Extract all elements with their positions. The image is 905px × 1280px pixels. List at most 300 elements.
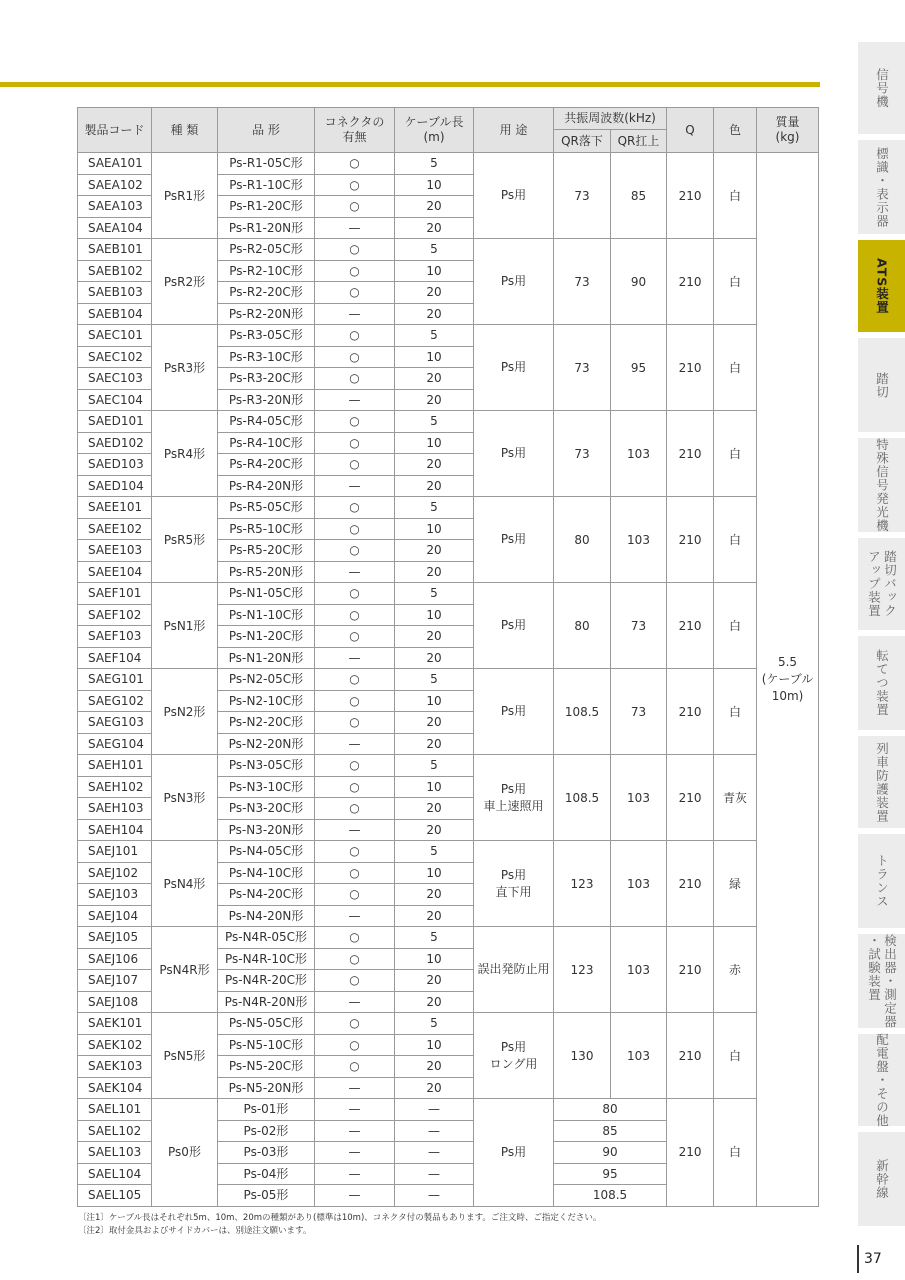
cable-length: 20 (395, 712, 474, 734)
product-model: Ps-R2-10C形 (218, 260, 315, 282)
usage-line: 誤出発防止用 (477, 962, 550, 976)
product-type: PsR4形 (152, 411, 218, 497)
connector-mark: ○ (315, 776, 395, 798)
product-model: Ps-N1-10C形 (218, 604, 315, 626)
product-type: Ps0形 (152, 1099, 218, 1207)
connector-mark: ○ (315, 282, 395, 304)
product-code: SAEJ107 (78, 970, 152, 992)
color-value: 白 (714, 1099, 757, 1207)
connector-mark: — (315, 561, 395, 583)
product-code: SAEJ108 (78, 991, 152, 1013)
mass-value (757, 153, 819, 1207)
connector-mark: — (315, 647, 395, 669)
product-type: PsN3形 (152, 755, 218, 841)
connector-mark: ○ (315, 970, 395, 992)
connector-mark: — (315, 303, 395, 325)
connector-mark: ○ (315, 368, 395, 390)
resonant-frequency: 85 (554, 1120, 667, 1142)
category-tab[interactable] (858, 834, 905, 928)
color-value: 赤 (714, 927, 757, 1013)
table-row (78, 841, 819, 863)
usage (474, 841, 554, 927)
usage-line: Ps用 (500, 704, 527, 718)
usage (474, 755, 554, 841)
product-model: Ps-03形 (218, 1142, 315, 1164)
category-tab[interactable] (858, 42, 905, 134)
color-value: 白 (714, 325, 757, 411)
product-model: Ps-N5-10C形 (218, 1034, 315, 1056)
header-connector: コネクタの 有無 (315, 108, 395, 153)
usage-line: Ps用 (500, 274, 527, 288)
product-model: Ps-R1-10C形 (218, 174, 315, 196)
cable-length: 10 (395, 346, 474, 368)
cable-length: 5 (395, 669, 474, 691)
usage-line: 直下用 (495, 884, 532, 899)
freq-up: 103 (611, 755, 667, 841)
product-model: Ps-R2-05C形 (218, 239, 315, 261)
usage-line: 車上速照用 (483, 798, 544, 813)
product-model: Ps-N4-10C形 (218, 862, 315, 884)
footnotes (78, 1212, 601, 1238)
connector-mark: ○ (315, 604, 395, 626)
color-value: 白 (714, 497, 757, 583)
resonant-frequency: 90 (554, 1142, 667, 1164)
header-code: 製品コード (78, 108, 152, 153)
connector-mark: — (315, 819, 395, 841)
product-code: SAEC103 (78, 368, 152, 390)
product-model: Ps-N3-20N形 (218, 819, 315, 841)
cable-length: 20 (395, 475, 474, 497)
product-code: SAED104 (78, 475, 152, 497)
connector-mark: — (315, 1163, 395, 1185)
product-code: SAEJ102 (78, 862, 152, 884)
connector-mark: ○ (315, 174, 395, 196)
cable-length: 5 (395, 927, 474, 949)
category-tab-label: ATS装置 (874, 257, 890, 315)
table-row (78, 153, 819, 175)
category-tab-label: 列車防護装置 (874, 741, 890, 823)
product-type: PsR2形 (152, 239, 218, 325)
freq-drop: 80 (554, 583, 611, 669)
category-tab[interactable] (858, 240, 905, 332)
cable-length: 5 (395, 497, 474, 519)
usage: Ps用 (474, 1099, 554, 1207)
connector-mark: ○ (315, 884, 395, 906)
product-model: Ps-N5-20N形 (218, 1077, 315, 1099)
product-code: SAEE103 (78, 540, 152, 562)
product-model: Ps-R5-10C形 (218, 518, 315, 540)
product-model: Ps-R1-20C形 (218, 196, 315, 218)
connector-mark: ○ (315, 669, 395, 691)
product-code: SAEG103 (78, 712, 152, 734)
freq-drop: 108.5 (554, 669, 611, 755)
product-code: SAEC102 (78, 346, 152, 368)
cable-length: 20 (395, 733, 474, 755)
connector-mark: ○ (315, 626, 395, 648)
cable-length: 5 (395, 411, 474, 433)
cable-length: 10 (395, 432, 474, 454)
color-value: 白 (714, 669, 757, 755)
product-model: Ps-N1-20N形 (218, 647, 315, 669)
product-model: Ps-R5-05C形 (218, 497, 315, 519)
color-value: 青灰 (714, 755, 757, 841)
product-model: Ps-R4-05C形 (218, 411, 315, 433)
header-freq-up: QR扛上 (611, 130, 667, 153)
product-code: SAEL102 (78, 1120, 152, 1142)
q-value: 210 (667, 669, 714, 755)
connector-mark: ○ (315, 1056, 395, 1078)
cable-length: 10 (395, 518, 474, 540)
usage-line: Ps用 (500, 867, 527, 882)
q-value: 210 (667, 239, 714, 325)
cable-length: — (395, 1185, 474, 1207)
header-color: 色 (714, 108, 757, 153)
resonant-frequency: 108.5 (554, 1185, 667, 1207)
usage-line: Ps用 (500, 532, 527, 546)
product-type: PsN4形 (152, 841, 218, 927)
connector-mark: — (315, 1099, 395, 1121)
product-code: SAEH103 (78, 798, 152, 820)
cable-length: 20 (395, 303, 474, 325)
cable-length: 10 (395, 604, 474, 626)
usage (474, 411, 554, 497)
cable-length: — (395, 1142, 474, 1164)
product-code: SAEB102 (78, 260, 152, 282)
cable-length: 10 (395, 690, 474, 712)
product-model: Ps-R4-20N形 (218, 475, 315, 497)
connector-mark: ○ (315, 518, 395, 540)
accent-rule (0, 82, 820, 87)
cable-length: 10 (395, 260, 474, 282)
footnote: 〔注2〕取付金具およびサイドカバーは、別途注文願います。 (78, 1226, 312, 1236)
product-type: PsR3形 (152, 325, 218, 411)
category-tab-label: 新幹線 (874, 1158, 890, 1200)
category-tab-label: 検出器・測定器 (882, 933, 898, 1029)
product-code: SAEE102 (78, 518, 152, 540)
product-code: SAEA101 (78, 153, 152, 175)
freq-up: 85 (611, 153, 667, 239)
product-type: PsN1形 (152, 583, 218, 669)
product-code: SAED101 (78, 411, 152, 433)
header-model: 品 形 (218, 108, 315, 153)
product-type: PsN5形 (152, 1013, 218, 1099)
cable-length: 20 (395, 217, 474, 239)
cable-length: 20 (395, 647, 474, 669)
product-model: Ps-R3-05C形 (218, 325, 315, 347)
freq-drop: 130 (554, 1013, 611, 1099)
cable-length: 20 (395, 282, 474, 304)
product-model: Ps-R2-20N形 (218, 303, 315, 325)
product-code: SAEJ104 (78, 905, 152, 927)
product-type: PsN4R形 (152, 927, 218, 1013)
product-code: SAEH102 (78, 776, 152, 798)
product-code: SAEE101 (78, 497, 152, 519)
product-code: SAEG101 (78, 669, 152, 691)
connector-mark: ○ (315, 948, 395, 970)
table-row (78, 755, 819, 777)
product-code: SAEF102 (78, 604, 152, 626)
header-use: 用 途 (474, 108, 554, 153)
usage-line: Ps用 (500, 618, 527, 632)
cable-length: 20 (395, 798, 474, 820)
color-value: 白 (714, 583, 757, 669)
product-code: SAED102 (78, 432, 152, 454)
product-code: SAEF101 (78, 583, 152, 605)
freq-up: 103 (611, 497, 667, 583)
connector-mark: ○ (315, 927, 395, 949)
cable-length: 20 (395, 196, 474, 218)
product-model: Ps-N2-10C形 (218, 690, 315, 712)
product-model: Ps-N5-05C形 (218, 1013, 315, 1035)
cable-length: 5 (395, 239, 474, 261)
product-code: SAEA103 (78, 196, 152, 218)
product-code: SAEF103 (78, 626, 152, 648)
cable-length: 20 (395, 991, 474, 1013)
connector-mark: ○ (315, 153, 395, 175)
cable-length: 20 (395, 819, 474, 841)
category-tab[interactable] (858, 1132, 905, 1226)
product-model: Ps-N4R-20C形 (218, 970, 315, 992)
header-freq: 共振周波数(kHz) (554, 108, 667, 130)
connector-mark: — (315, 1142, 395, 1164)
cable-length: 20 (395, 368, 474, 390)
table-row (78, 411, 819, 433)
category-tab-label: 信号機 (874, 67, 890, 109)
mass-line: 10m) (771, 688, 804, 703)
product-code: SAEB101 (78, 239, 152, 261)
connector-mark: ○ (315, 346, 395, 368)
connector-mark: — (315, 1077, 395, 1099)
product-code: SAEB104 (78, 303, 152, 325)
product-model: Ps-R1-20N形 (218, 217, 315, 239)
category-tab[interactable] (858, 934, 905, 1028)
freq-up: 103 (611, 1013, 667, 1099)
connector-mark: ○ (315, 862, 395, 884)
header-mass: 質量 (kg) (757, 108, 819, 153)
product-code: SAEK102 (78, 1034, 152, 1056)
product-type: PsR1形 (152, 153, 218, 239)
cable-length: 10 (395, 948, 474, 970)
connector-mark: — (315, 1120, 395, 1142)
color-value: 白 (714, 153, 757, 239)
freq-up: 103 (611, 927, 667, 1013)
freq-up: 103 (611, 411, 667, 497)
q-value: 210 (667, 497, 714, 583)
connector-mark: ○ (315, 841, 395, 863)
product-table (77, 107, 819, 1207)
cable-length: — (395, 1120, 474, 1142)
product-code: SAEG104 (78, 733, 152, 755)
usage-line: Ps用 (500, 360, 527, 374)
cable-length: 5 (395, 153, 474, 175)
usage-line: Ps用 (500, 781, 527, 796)
product-code: SAEB103 (78, 282, 152, 304)
q-value: 210 (667, 583, 714, 669)
header-freq-drop: QR落下 (554, 130, 611, 153)
usage-line: ロング用 (489, 1056, 538, 1071)
product-model: Ps-N4-20C形 (218, 884, 315, 906)
product-code: SAEJ106 (78, 948, 152, 970)
q-value: 210 (667, 927, 714, 1013)
category-tab-label: 標識・表示器 (874, 146, 890, 228)
table-row (78, 1099, 819, 1121)
freq-up: 73 (611, 583, 667, 669)
product-code: SAEK101 (78, 1013, 152, 1035)
resonant-frequency: 95 (554, 1163, 667, 1185)
product-model: Ps-N4R-10C形 (218, 948, 315, 970)
category-tab[interactable] (858, 1034, 905, 1126)
header-type: 種 類 (152, 108, 218, 153)
product-code: SAEH104 (78, 819, 152, 841)
usage (474, 497, 554, 583)
product-model: Ps-N4R-20N形 (218, 991, 315, 1013)
freq-drop: 80 (554, 497, 611, 583)
connector-mark: ○ (315, 755, 395, 777)
category-tab-label: 配電盤・その他 (874, 1032, 890, 1128)
connector-mark: ○ (315, 1034, 395, 1056)
product-code: SAEJ101 (78, 841, 152, 863)
cable-length: 10 (395, 776, 474, 798)
product-type: PsR5形 (152, 497, 218, 583)
category-tab[interactable] (858, 338, 905, 432)
freq-drop: 73 (554, 411, 611, 497)
product-code: SAEL104 (78, 1163, 152, 1185)
usage (474, 1013, 554, 1099)
cable-length: 10 (395, 862, 474, 884)
color-value: 白 (714, 239, 757, 325)
product-code: SAEE104 (78, 561, 152, 583)
category-tab[interactable] (858, 636, 905, 730)
connector-mark: ○ (315, 196, 395, 218)
category-tab[interactable] (858, 736, 905, 828)
cable-length: 10 (395, 174, 474, 196)
category-tab-label: アップ装置 (866, 550, 882, 618)
cable-length: 20 (395, 1077, 474, 1099)
cable-length: 5 (395, 841, 474, 863)
color-value: 緑 (714, 841, 757, 927)
usage-line: Ps用 (500, 1039, 527, 1054)
q-value: 210 (667, 755, 714, 841)
product-model: Ps-R2-20C形 (218, 282, 315, 304)
cable-length: 20 (395, 1056, 474, 1078)
connector-mark: ○ (315, 239, 395, 261)
product-model: Ps-N3-10C形 (218, 776, 315, 798)
product-model: Ps-N2-20N形 (218, 733, 315, 755)
category-tab-label: トランス (874, 854, 890, 908)
freq-drop: 108.5 (554, 755, 611, 841)
product-code: SAEG102 (78, 690, 152, 712)
connector-mark: ○ (315, 432, 395, 454)
product-model: Ps-N2-20C形 (218, 712, 315, 734)
q-value: 210 (667, 411, 714, 497)
cable-length: 5 (395, 1013, 474, 1035)
table-row (78, 583, 819, 605)
product-model: Ps-R4-10C形 (218, 432, 315, 454)
freq-drop: 123 (554, 927, 611, 1013)
category-tab-label: 転てつ装置 (874, 649, 890, 717)
product-model: Ps-N4-20N形 (218, 905, 315, 927)
product-model: Ps-N3-05C形 (218, 755, 315, 777)
freq-drop: 73 (554, 153, 611, 239)
product-model: Ps-04形 (218, 1163, 315, 1185)
product-model: Ps-R3-20N形 (218, 389, 315, 411)
product-code: SAEK104 (78, 1077, 152, 1099)
cable-length: 20 (395, 561, 474, 583)
q-value: 210 (667, 841, 714, 927)
connector-mark: — (315, 733, 395, 755)
category-tab[interactable] (858, 538, 905, 630)
color-value: 白 (714, 1013, 757, 1099)
cable-length: 10 (395, 1034, 474, 1056)
connector-mark: — (315, 389, 395, 411)
usage-line: Ps用 (500, 446, 527, 460)
connector-mark: ○ (315, 1013, 395, 1035)
product-model: Ps-05形 (218, 1185, 315, 1207)
table-row (78, 669, 819, 691)
q-value: 210 (667, 1099, 714, 1207)
cable-length: 20 (395, 540, 474, 562)
connector-mark: — (315, 1185, 395, 1207)
cable-length: 20 (395, 454, 474, 476)
product-model: Ps-02形 (218, 1120, 315, 1142)
product-model: Ps-N1-05C形 (218, 583, 315, 605)
cable-length: 5 (395, 325, 474, 347)
usage-line: Ps用 (500, 188, 527, 202)
header-cable: ケーブル長 (m) (395, 108, 474, 153)
product-model: Ps-R3-10C形 (218, 346, 315, 368)
product-code: SAEF104 (78, 647, 152, 669)
cable-length: 20 (395, 905, 474, 927)
connector-mark: ○ (315, 690, 395, 712)
product-code: SAEA102 (78, 174, 152, 196)
category-tab[interactable] (858, 438, 905, 532)
mass-line: 5.5 (777, 654, 798, 669)
freq-up: 90 (611, 239, 667, 325)
product-model: Ps-R4-20C形 (218, 454, 315, 476)
cable-length: — (395, 1163, 474, 1185)
connector-mark: ○ (315, 497, 395, 519)
product-model: Ps-N4R-05C形 (218, 927, 315, 949)
usage (474, 153, 554, 239)
product-code: SAEJ105 (78, 927, 152, 949)
connector-mark: ○ (315, 798, 395, 820)
connector-mark: ○ (315, 325, 395, 347)
product-model: Ps-01形 (218, 1099, 315, 1121)
cable-length: 20 (395, 970, 474, 992)
product-model: Ps-N3-20C形 (218, 798, 315, 820)
product-model: Ps-N1-20C形 (218, 626, 315, 648)
category-tab-label: 特殊信号発光機 (874, 437, 890, 533)
q-value: 210 (667, 325, 714, 411)
usage (474, 239, 554, 325)
product-model: Ps-R3-20C形 (218, 368, 315, 390)
q-value: 210 (667, 1013, 714, 1099)
usage (474, 325, 554, 411)
resonant-frequency: 80 (554, 1099, 667, 1121)
category-tab-label: ・試験装置 (866, 933, 882, 1002)
table-row (78, 239, 819, 261)
table-row (78, 497, 819, 519)
product-model: Ps-R5-20N形 (218, 561, 315, 583)
product-code: SAEJ103 (78, 884, 152, 906)
mass-line: (ケーブル (761, 671, 814, 686)
product-code: SAEK103 (78, 1056, 152, 1078)
usage (474, 927, 554, 1013)
freq-up: 95 (611, 325, 667, 411)
category-tab[interactable] (858, 140, 905, 234)
q-value: 210 (667, 153, 714, 239)
product-model: Ps-N4-05C形 (218, 841, 315, 863)
